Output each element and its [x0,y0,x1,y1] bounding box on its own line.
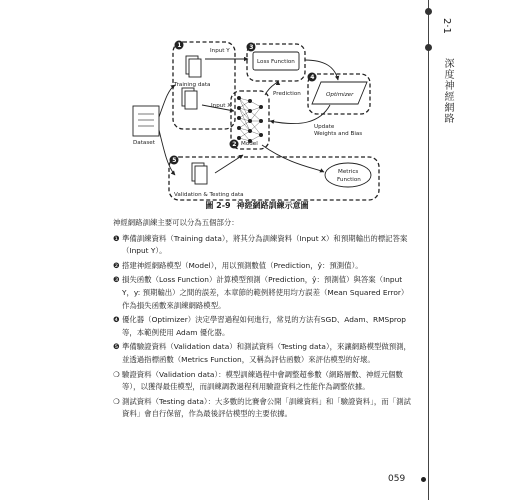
list-item [113,396,413,421]
svg-text:4: 4 [310,74,315,82]
metrics-label: Metrics [338,169,359,175]
list-item [113,233,413,258]
list-bullet: ❺ [113,342,120,352]
svg-text:2: 2 [232,141,237,149]
dataset-icon [133,106,159,136]
input-x-label: Input X [211,103,232,109]
weights-bias-label: Weights and Bias [314,131,363,137]
svg-text:3: 3 [249,44,254,52]
list-item-text: 搭建神經網路模型（Model），用以預測數值（Prediction，ŷ：預測值）。 [122,260,363,270]
list-item [113,341,413,366]
list-item-text: 測試資料（Testing data）：大多數的比賽會公開「訓練資料」和「驗證資料」，而「測試資料」會自行保留，作為最後評估模型的主要依據。 [122,396,411,419]
chapter-title: 深度神經網路 [442,58,453,124]
prediction-label: Prediction [273,91,301,97]
intro-paragraph: 神經網路訓練主要可以分為五個部分： [113,218,239,227]
dataset-label: Dataset [133,140,155,146]
margin-dot [425,8,432,15]
figure-caption [0,200,520,211]
figure-title: 神經網路訓練示意圖 [236,201,309,210]
validation-testing-label: Validation & Testing data [174,192,244,198]
list-item-text: 優化器（Optimizer）決定學習過程如何進行，常見的方法有SGD、Adam、RMSprop 等，本範例使用 Adam 優化器。 [122,315,406,337]
figure-number: 圖 2-9 [205,201,231,210]
training-diagram [130,35,410,200]
list-item [113,314,413,339]
list-item-text: 損失函數（Loss Function）計算模型預測（Prediction，ŷ：預測值）與答案（Input Y，y: 預期輸出）之間的誤差，本章節的範例將使用均方誤差（Mean Squared Error）作為損失函數來訓練網路模型。 [122,275,409,310]
function-label: Function [337,177,361,183]
list-bullet: ❸ [113,275,120,285]
svg-text:5: 5 [172,157,177,165]
model-label: Model [241,141,258,147]
list-item [113,274,413,312]
svg-text:1: 1 [177,42,182,50]
list-bullet: ❷ [113,260,120,270]
training-data-label: Training data [174,82,211,88]
chapter-number: 2·1 [441,18,452,34]
badge-2 [230,140,239,149]
optimizer-label: Optimizer [326,92,354,98]
badge-4 [308,73,317,82]
margin-rule [428,0,429,500]
update-label: Update [314,124,335,130]
metrics-function-ellipse [325,163,371,187]
list-item [113,260,413,273]
list-item [113,369,413,394]
loss-function-label: Loss Function [257,59,295,65]
validation-data-icon [192,163,207,184]
list-item-text: 準備訓練資料（Training data），將其分為訓練資料（Input X）和預期輸出的標記答案（Input Y）。 [122,233,408,256]
list-bullet: ❹ [113,315,120,325]
numbered-list [113,233,413,421]
list-bullet: ❶ [113,233,120,243]
badge-3 [247,43,256,52]
body-text [113,217,413,423]
badge-5 [170,156,179,165]
list-item-text: 準備驗證資料（Validation data）和測試資料（Testing data），來讓網路模型做預測，並透過指標函數（Metrics Function，又稱為評估函數）來評估模型的好壞。 [122,342,411,364]
page-number: 059 [388,474,406,484]
list-item-text: 驗證資料（Validation data）：模型訓練過程中會調整超參數（網路層數、神經元個數等），以獲得最佳模型，而訓練調教過程利用驗證資料之性能作為調整依據。 [122,369,403,392]
neural-network-icon [237,96,263,143]
input-y-label: Input Y [210,48,230,54]
badge-1 [175,41,184,50]
list-bullet: ❍ [113,369,120,379]
page-number-dot [421,477,426,482]
margin-dot [425,44,432,51]
list-bullet: ❍ [113,396,120,406]
